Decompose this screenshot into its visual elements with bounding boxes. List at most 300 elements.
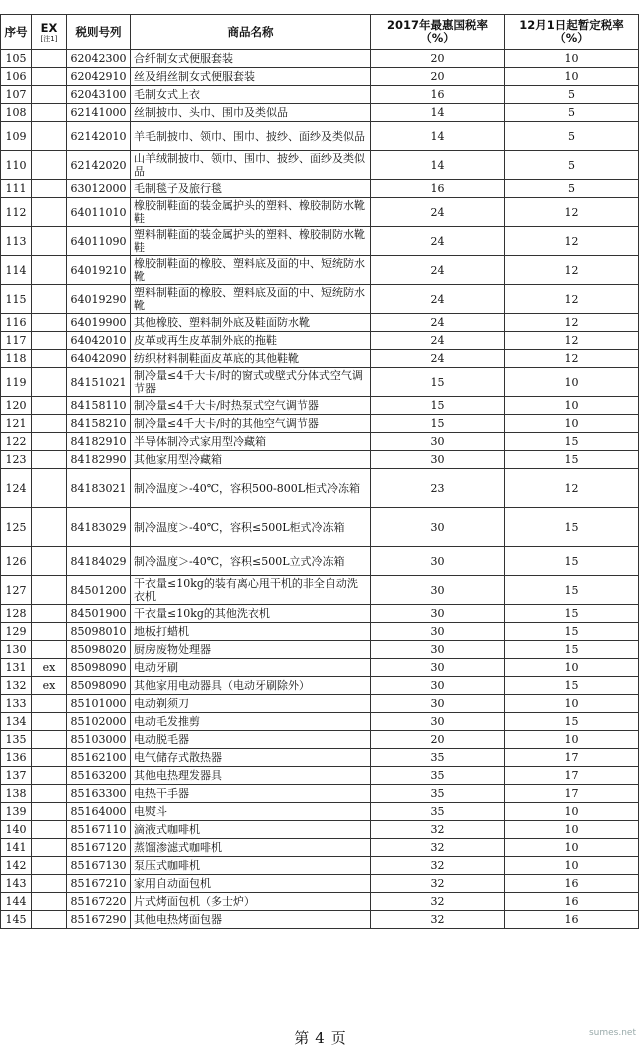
table-row: [1, 695, 639, 713]
table-row: [1, 677, 639, 695]
row-seq: 105: [1, 50, 32, 68]
tariff-table: [0, 14, 639, 929]
row-ex: [32, 256, 67, 285]
row-mfn-rate: 24: [371, 314, 505, 332]
row-seq: 136: [1, 749, 32, 767]
row-code: 85167210: [67, 875, 131, 893]
header-mfn-rate-line2: （%）: [420, 31, 455, 45]
row-ex: [32, 605, 67, 623]
row-name: 制冷温度＞-40℃，容积≤500L柜式冷冻箱: [131, 508, 371, 547]
row-mfn-rate: 24: [371, 256, 505, 285]
row-mfn-rate: 14: [371, 151, 505, 180]
table-row: [1, 508, 639, 547]
row-temp-rate: 5: [505, 122, 639, 151]
row-temp-rate: 10: [505, 731, 639, 749]
table-row: [1, 821, 639, 839]
row-code: 62043100: [67, 86, 131, 104]
row-mfn-rate: 30: [371, 695, 505, 713]
row-ex: [32, 731, 67, 749]
row-name: 其他家用电动器具（电动牙刷除外）: [131, 677, 371, 695]
row-temp-rate: 15: [505, 713, 639, 731]
row-temp-rate: 10: [505, 839, 639, 857]
row-seq: 125: [1, 508, 32, 547]
table-row: [1, 641, 639, 659]
header-ex-note: [注1]: [40, 34, 58, 43]
row-ex: [32, 695, 67, 713]
table-row: [1, 180, 639, 198]
row-code: 64042090: [67, 350, 131, 368]
row-mfn-rate: 24: [371, 198, 505, 227]
row-ex: [32, 911, 67, 929]
row-temp-rate: 15: [505, 641, 639, 659]
row-name: 片式烤面包机（多士炉）: [131, 893, 371, 911]
row-name: 半导体制冷式家用型冷藏箱: [131, 433, 371, 451]
row-ex: [32, 227, 67, 256]
row-name: 皮革或再生皮革制外底的拖鞋: [131, 332, 371, 350]
header-ex-label: EX: [40, 20, 58, 35]
row-code: 64019210: [67, 256, 131, 285]
row-name: 塑料制鞋面的装金属护头的塑料、橡胶制防水靴鞋: [131, 227, 371, 256]
row-temp-rate: 12: [505, 350, 639, 368]
row-mfn-rate: 24: [371, 285, 505, 314]
row-ex: [32, 415, 67, 433]
row-name: 毛制毯子及旅行毯: [131, 180, 371, 198]
row-code: 64019900: [67, 314, 131, 332]
row-code: 84182990: [67, 451, 131, 469]
row-seq: 111: [1, 180, 32, 198]
row-code: 84501900: [67, 605, 131, 623]
row-ex: [32, 623, 67, 641]
row-mfn-rate: 24: [371, 227, 505, 256]
table-row: [1, 893, 639, 911]
row-seq: 123: [1, 451, 32, 469]
row-mfn-rate: 30: [371, 659, 505, 677]
row-ex: [32, 641, 67, 659]
row-ex: ex: [32, 659, 67, 677]
row-seq: 120: [1, 397, 32, 415]
row-temp-rate: 12: [505, 332, 639, 350]
row-name: 电动牙刷: [131, 659, 371, 677]
row-name: 丝及绢丝制女式便服套装: [131, 68, 371, 86]
row-mfn-rate: 35: [371, 785, 505, 803]
row-mfn-rate: 30: [371, 547, 505, 576]
row-ex: [32, 893, 67, 911]
table-row: [1, 86, 639, 104]
row-ex: [32, 767, 67, 785]
row-name: 其他橡胶、塑料制外底及鞋面防水靴: [131, 314, 371, 332]
row-code: 62042300: [67, 50, 131, 68]
row-seq: 130: [1, 641, 32, 659]
row-temp-rate: 12: [505, 469, 639, 508]
row-temp-rate: 10: [505, 415, 639, 433]
row-ex: [32, 576, 67, 605]
row-code: 84183029: [67, 508, 131, 547]
row-temp-rate: 10: [505, 821, 639, 839]
row-ex: [32, 86, 67, 104]
row-code: 85101000: [67, 695, 131, 713]
header-seq: 序号: [1, 15, 32, 50]
row-name: 干衣量≤10kg的装有离心甩干机的非全自动洗衣机: [131, 576, 371, 605]
row-seq: 117: [1, 332, 32, 350]
row-ex: [32, 397, 67, 415]
row-ex: [32, 332, 67, 350]
table-row: [1, 122, 639, 151]
table-row: [1, 285, 639, 314]
row-ex: [32, 547, 67, 576]
row-mfn-rate: 24: [371, 332, 505, 350]
row-ex: [32, 122, 67, 151]
row-ex: [32, 785, 67, 803]
row-name: 橡胶制鞋面的橡胶、塑料底及面的中、短统防水靴: [131, 256, 371, 285]
row-name: 电动剃须刀: [131, 695, 371, 713]
row-temp-rate: 16: [505, 893, 639, 911]
row-ex: [32, 839, 67, 857]
table-row: [1, 332, 639, 350]
page-footer: [0, 1027, 640, 1048]
page-prefix: 第: [294, 1029, 310, 1047]
row-seq: 116: [1, 314, 32, 332]
row-temp-rate: 15: [505, 433, 639, 451]
row-temp-rate: 17: [505, 749, 639, 767]
row-seq: 119: [1, 368, 32, 397]
row-name: 其他电热烤面包器: [131, 911, 371, 929]
table-row: [1, 227, 639, 256]
row-name: 电熨斗: [131, 803, 371, 821]
row-seq: 134: [1, 713, 32, 731]
row-temp-rate: 15: [505, 508, 639, 547]
table-row: [1, 415, 639, 433]
row-ex: [32, 68, 67, 86]
row-temp-rate: 10: [505, 803, 639, 821]
row-name: 丝制披巾、头巾、围巾及类似品: [131, 104, 371, 122]
row-ex: [32, 368, 67, 397]
row-code: 85167130: [67, 857, 131, 875]
row-seq: 115: [1, 285, 32, 314]
row-seq: 129: [1, 623, 32, 641]
row-mfn-rate: 14: [371, 122, 505, 151]
row-ex: [32, 713, 67, 731]
row-seq: 118: [1, 350, 32, 368]
row-code: 85167290: [67, 911, 131, 929]
row-code: 85098090: [67, 677, 131, 695]
row-mfn-rate: 30: [371, 713, 505, 731]
header-temp-rate: [505, 15, 639, 50]
row-ex: [32, 469, 67, 508]
row-mfn-rate: 15: [371, 397, 505, 415]
row-name: 电热干手器: [131, 785, 371, 803]
row-code: 85098010: [67, 623, 131, 641]
table-row: [1, 659, 639, 677]
row-seq: 107: [1, 86, 32, 104]
row-seq: 122: [1, 433, 32, 451]
row-ex: [32, 433, 67, 451]
header-ex: [32, 15, 67, 50]
row-code: 85103000: [67, 731, 131, 749]
row-ex: [32, 50, 67, 68]
row-seq: 110: [1, 151, 32, 180]
row-ex: [32, 821, 67, 839]
row-temp-rate: 15: [505, 623, 639, 641]
row-ex: [32, 451, 67, 469]
row-code: 85163200: [67, 767, 131, 785]
row-mfn-rate: 32: [371, 857, 505, 875]
row-seq: 133: [1, 695, 32, 713]
row-code: 62142020: [67, 151, 131, 180]
row-code: 64042010: [67, 332, 131, 350]
row-ex: [32, 857, 67, 875]
row-mfn-rate: 30: [371, 433, 505, 451]
row-temp-rate: 12: [505, 285, 639, 314]
table-row: [1, 256, 639, 285]
table-row: [1, 839, 639, 857]
row-mfn-rate: 35: [371, 749, 505, 767]
row-code: 84184029: [67, 547, 131, 576]
row-ex: ex: [32, 677, 67, 695]
table-row: [1, 911, 639, 929]
table-row: [1, 731, 639, 749]
table-row: [1, 547, 639, 576]
table-row: [1, 50, 639, 68]
row-seq: 121: [1, 415, 32, 433]
row-mfn-rate: 30: [371, 623, 505, 641]
row-temp-rate: 12: [505, 256, 639, 285]
row-temp-rate: 15: [505, 547, 639, 576]
row-seq: 106: [1, 68, 32, 86]
row-mfn-rate: 30: [371, 605, 505, 623]
row-mfn-rate: 15: [371, 415, 505, 433]
row-ex: [32, 151, 67, 180]
row-temp-rate: 10: [505, 659, 639, 677]
page-suffix: 页: [330, 1029, 346, 1047]
row-temp-rate: 10: [505, 857, 639, 875]
row-code: 85163300: [67, 785, 131, 803]
row-name: 塑料制鞋面的橡胶、塑料底及面的中、短统防水靴: [131, 285, 371, 314]
row-seq: 126: [1, 547, 32, 576]
table-row: [1, 713, 639, 731]
table-row: [1, 749, 639, 767]
row-seq: 140: [1, 821, 32, 839]
row-code: 62042910: [67, 68, 131, 86]
row-code: 85162100: [67, 749, 131, 767]
row-code: 84158210: [67, 415, 131, 433]
row-seq: 113: [1, 227, 32, 256]
table-row: [1, 314, 639, 332]
row-seq: 114: [1, 256, 32, 285]
row-ex: [32, 198, 67, 227]
row-code: 84183021: [67, 469, 131, 508]
row-mfn-rate: 20: [371, 50, 505, 68]
row-name: 干衣量≤10kg的其他洗衣机: [131, 605, 371, 623]
table-row: [1, 451, 639, 469]
row-code: 64011010: [67, 198, 131, 227]
header-mfn-rate-line1: 2017年最惠国税率: [386, 18, 488, 32]
row-code: 85167120: [67, 839, 131, 857]
row-name: 电动毛发推剪: [131, 713, 371, 731]
table-row: [1, 368, 639, 397]
row-name: 电气储存式散热器: [131, 749, 371, 767]
row-seq: 112: [1, 198, 32, 227]
row-mfn-rate: 30: [371, 451, 505, 469]
row-name: 其他电热理发器具: [131, 767, 371, 785]
row-ex: [32, 350, 67, 368]
row-mfn-rate: 32: [371, 893, 505, 911]
row-mfn-rate: 20: [371, 68, 505, 86]
row-temp-rate: 5: [505, 86, 639, 104]
row-mfn-rate: 30: [371, 576, 505, 605]
table-row: [1, 104, 639, 122]
row-code: 85098090: [67, 659, 131, 677]
row-seq: 108: [1, 104, 32, 122]
row-ex: [32, 508, 67, 547]
row-ex: [32, 180, 67, 198]
table-row: [1, 469, 639, 508]
row-temp-rate: 12: [505, 227, 639, 256]
row-ex: [32, 749, 67, 767]
row-name: 家用自动面包机: [131, 875, 371, 893]
row-code: 63012000: [67, 180, 131, 198]
row-name: 地板打蜡机: [131, 623, 371, 641]
row-temp-rate: 15: [505, 605, 639, 623]
row-name: 橡胶制鞋面的装金属护头的塑料、橡胶制防水靴鞋: [131, 198, 371, 227]
row-seq: 141: [1, 839, 32, 857]
row-seq: 139: [1, 803, 32, 821]
row-seq: 135: [1, 731, 32, 749]
row-ex: [32, 104, 67, 122]
header-name: 商品名称: [131, 15, 371, 50]
row-mfn-rate: 32: [371, 875, 505, 893]
row-name: 山羊绒制披巾、领巾、围巾、披纱、面纱及类似品: [131, 151, 371, 180]
row-seq: 138: [1, 785, 32, 803]
row-name: 合纤制女式便服套装: [131, 50, 371, 68]
row-mfn-rate: 24: [371, 350, 505, 368]
row-code: 84501200: [67, 576, 131, 605]
row-seq: 144: [1, 893, 32, 911]
header-code: 税则号列: [67, 15, 131, 50]
row-name: 蒸馏渗滤式咖啡机: [131, 839, 371, 857]
row-name: 制冷量≤4千大卡/时的窗式或壁式分体式空气调节器: [131, 368, 371, 397]
row-name: 泵压式咖啡机: [131, 857, 371, 875]
row-seq: 109: [1, 122, 32, 151]
row-ex: [32, 314, 67, 332]
watermark-logo: sumes.net: [588, 1028, 636, 1038]
row-temp-rate: 15: [505, 576, 639, 605]
row-code: 64011090: [67, 227, 131, 256]
row-code: 64019290: [67, 285, 131, 314]
row-name: 其他家用型冷藏箱: [131, 451, 371, 469]
table-row: [1, 350, 639, 368]
row-code: 84182910: [67, 433, 131, 451]
row-temp-rate: 12: [505, 314, 639, 332]
row-temp-rate: 5: [505, 180, 639, 198]
table-row: [1, 433, 639, 451]
row-name: 制冷温度＞-40℃，容积500-800L柜式冷冻箱: [131, 469, 371, 508]
row-seq: 137: [1, 767, 32, 785]
row-mfn-rate: 30: [371, 641, 505, 659]
row-mfn-rate: 16: [371, 86, 505, 104]
row-temp-rate: 12: [505, 198, 639, 227]
table-row: [1, 623, 639, 641]
row-seq: 127: [1, 576, 32, 605]
row-mfn-rate: 14: [371, 104, 505, 122]
table-header-row: [1, 15, 639, 50]
row-temp-rate: 15: [505, 677, 639, 695]
row-code: 84158110: [67, 397, 131, 415]
row-seq: 128: [1, 605, 32, 623]
header-mfn-rate: [371, 15, 505, 50]
row-seq: 132: [1, 677, 32, 695]
table-row: [1, 68, 639, 86]
row-code: 62142010: [67, 122, 131, 151]
row-ex: [32, 803, 67, 821]
page-number: 4: [315, 1029, 325, 1047]
table-row: [1, 767, 639, 785]
row-name: 电动脱毛器: [131, 731, 371, 749]
row-mfn-rate: 20: [371, 731, 505, 749]
row-temp-rate: 10: [505, 397, 639, 415]
header-temp-rate-line2: （%）: [554, 31, 589, 45]
row-name: 纺织材料制鞋面皮革底的其他鞋靴: [131, 350, 371, 368]
row-name: 毛制女式上衣: [131, 86, 371, 104]
table-row: [1, 857, 639, 875]
row-name: 制冷温度＞-40℃，容积≤500L立式冷冻箱: [131, 547, 371, 576]
row-code: 85167110: [67, 821, 131, 839]
row-temp-rate: 10: [505, 695, 639, 713]
row-mfn-rate: 30: [371, 508, 505, 547]
row-code: 62141000: [67, 104, 131, 122]
row-temp-rate: 15: [505, 451, 639, 469]
row-mfn-rate: 23: [371, 469, 505, 508]
row-temp-rate: 17: [505, 785, 639, 803]
header-temp-rate-line1: 12月1日起暂定税率: [519, 18, 624, 32]
row-code: 85098020: [67, 641, 131, 659]
row-code: 85102000: [67, 713, 131, 731]
row-code: 84151021: [67, 368, 131, 397]
row-temp-rate: 5: [505, 104, 639, 122]
row-mfn-rate: 15: [371, 368, 505, 397]
row-ex: [32, 285, 67, 314]
row-temp-rate: 5: [505, 151, 639, 180]
table-row: [1, 605, 639, 623]
row-seq: 142: [1, 857, 32, 875]
row-name: 滴液式咖啡机: [131, 821, 371, 839]
table-row: [1, 576, 639, 605]
row-temp-rate: 16: [505, 875, 639, 893]
row-code: 85167220: [67, 893, 131, 911]
row-seq: 131: [1, 659, 32, 677]
row-mfn-rate: 30: [371, 677, 505, 695]
table-body: [1, 50, 639, 929]
table-row: [1, 785, 639, 803]
row-mfn-rate: 35: [371, 767, 505, 785]
row-seq: 143: [1, 875, 32, 893]
row-name: 羊毛制披巾、领巾、围巾、披纱、面纱及类似品: [131, 122, 371, 151]
table-row: [1, 803, 639, 821]
row-mfn-rate: 35: [371, 803, 505, 821]
row-mfn-rate: 16: [371, 180, 505, 198]
row-mfn-rate: 32: [371, 911, 505, 929]
row-temp-rate: 17: [505, 767, 639, 785]
row-code: 85164000: [67, 803, 131, 821]
row-temp-rate: 16: [505, 911, 639, 929]
table-row: [1, 875, 639, 893]
row-name: 厨房废物处理器: [131, 641, 371, 659]
row-ex: [32, 875, 67, 893]
row-name: 制冷量≤4千大卡/时热泵式空气调节器: [131, 397, 371, 415]
table-row: [1, 397, 639, 415]
row-temp-rate: 10: [505, 368, 639, 397]
row-name: 制冷量≤4千大卡/时的其他空气调节器: [131, 415, 371, 433]
table-row: [1, 151, 639, 180]
